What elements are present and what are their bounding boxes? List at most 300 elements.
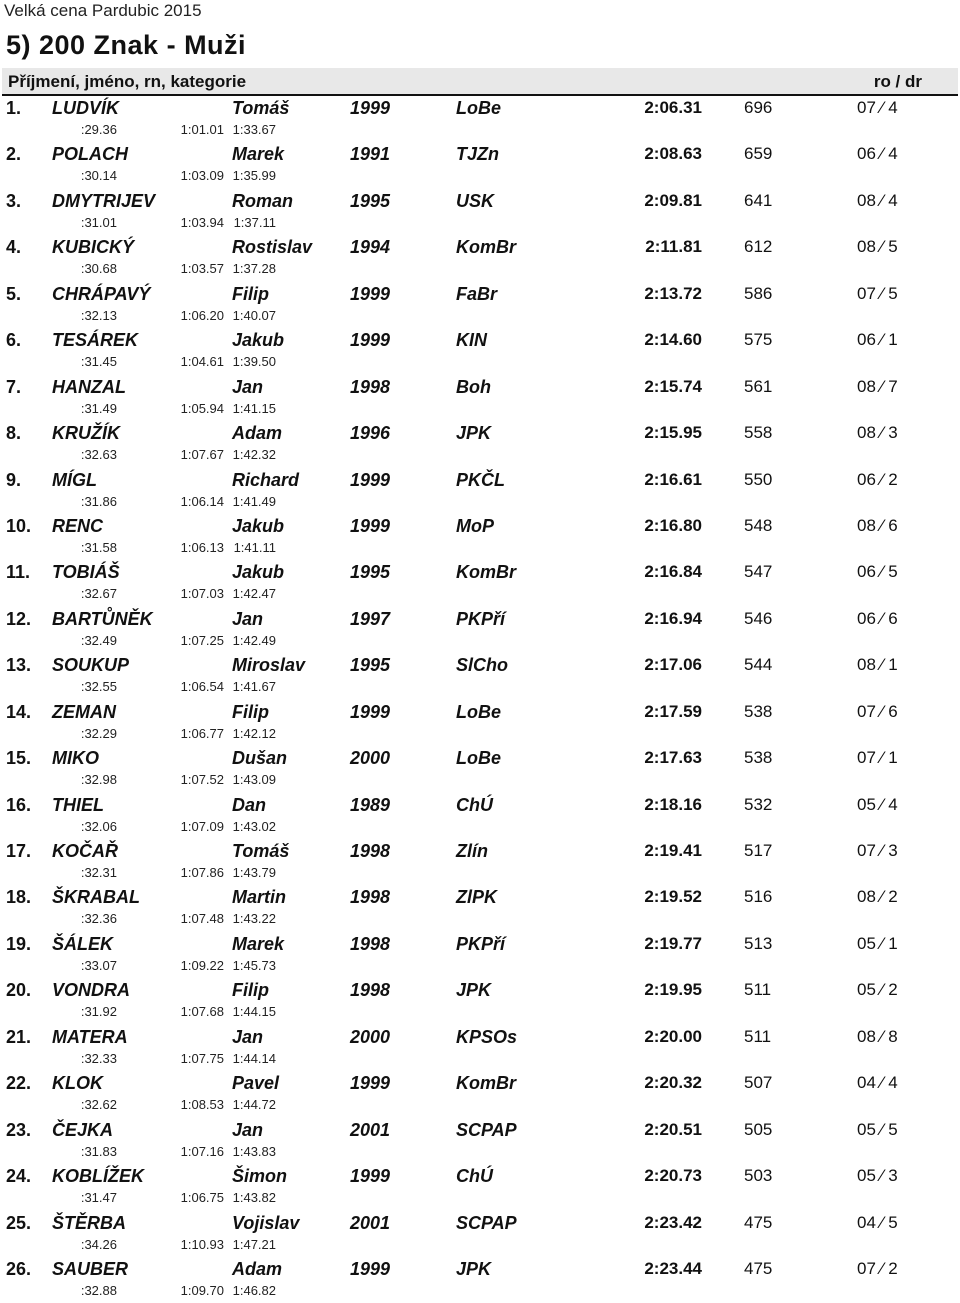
- result-time: 2:14.60: [644, 330, 702, 350]
- result-rodr: 05 ⁄ 2: [857, 980, 898, 1000]
- result-row: [0, 560, 960, 606]
- split-time: 1:41.67: [232, 679, 276, 695]
- split-time: :31.01: [80, 214, 117, 230]
- split-time: 1:07.09: [180, 818, 224, 834]
- result-time: 2:15.95: [644, 423, 702, 443]
- result-time: 2:17.63: [644, 748, 702, 768]
- result-rodr: 06 ⁄ 2: [857, 469, 898, 489]
- split-time: :32.88: [80, 1282, 117, 1298]
- result-rank: 23.: [6, 1119, 32, 1140]
- result-time: 2:16.84: [644, 562, 702, 582]
- result-points: 538: [744, 701, 773, 721]
- result-row: [0, 235, 960, 281]
- result-surname: DMYTRIJEV: [52, 190, 156, 211]
- result-club: KomBr: [456, 1073, 517, 1094]
- result-firstname: Tomáš: [232, 841, 290, 861]
- page-title: 5) 200 Znak - Muži: [6, 30, 247, 60]
- result-club: PKČL: [456, 469, 505, 490]
- result-row: [0, 700, 960, 746]
- result-club: ChÚ: [456, 1166, 493, 1187]
- result-time: 2:08.63: [644, 144, 702, 164]
- result-club: SCPAP: [456, 1212, 517, 1233]
- result-rodr: 06 ⁄ 6: [857, 608, 898, 628]
- result-club: PKPří: [456, 608, 506, 629]
- result-row: [0, 96, 960, 142]
- result-row: [0, 607, 960, 653]
- result-points: 659: [744, 144, 773, 164]
- split-time: 1:44.14: [232, 1050, 276, 1066]
- result-surname: CHRÁPAVÝ: [52, 283, 151, 304]
- result-club: ChÚ: [456, 794, 493, 815]
- split-time: 1:03.09: [180, 168, 224, 184]
- result-club: KomBr: [456, 562, 517, 583]
- result-time: 2:17.59: [644, 701, 702, 721]
- result-firstname: Jan: [232, 1119, 264, 1140]
- result-firstname: Adam: [232, 1258, 283, 1279]
- result-points: 532: [744, 794, 773, 814]
- result-surname: ČEJKA: [52, 1119, 114, 1140]
- split-time: 1:42.47: [232, 586, 276, 602]
- split-time: 1:07.68: [180, 1004, 224, 1020]
- result-rodr: 08 ⁄ 5: [857, 237, 898, 257]
- result-time: 2:23.44: [644, 1258, 702, 1278]
- split-time: :32.62: [80, 1097, 117, 1113]
- split-time: 1:35.99: [232, 168, 276, 184]
- result-firstname: Filip: [232, 283, 269, 304]
- result-year: 1998: [350, 980, 391, 1001]
- split-time: 1:07.25: [180, 632, 224, 648]
- result-rank: 18.: [6, 887, 32, 908]
- result-points: 558: [744, 423, 773, 443]
- result-time: 2:20.32: [644, 1073, 702, 1093]
- split-time: :31.58: [80, 539, 117, 555]
- split-time: :31.92: [80, 1004, 117, 1020]
- result-points: 538: [744, 748, 773, 768]
- result-surname: ŠTĚRBA: [52, 1212, 127, 1233]
- result-club: JPK: [456, 980, 492, 1001]
- result-firstname: Jan: [232, 608, 264, 629]
- result-club: USK: [456, 190, 495, 211]
- result-points: 548: [744, 515, 773, 535]
- result-surname: KOČAŘ: [52, 841, 118, 861]
- split-time: 1:06.20: [180, 307, 224, 323]
- split-time: 1:01.01: [180, 122, 224, 137]
- result-rodr: 04 ⁄ 5: [857, 1212, 898, 1232]
- result-firstname: Roman: [232, 190, 294, 211]
- result-rank: 10.: [6, 515, 32, 536]
- result-row: [0, 932, 960, 978]
- split-time: 1:03.57: [180, 261, 224, 277]
- result-row: [0, 1257, 960, 1303]
- result-rodr: 06 ⁄ 1: [857, 330, 898, 350]
- result-row: [0, 839, 960, 885]
- result-surname: MIKO: [52, 748, 99, 769]
- split-time: 1:33.67: [232, 122, 276, 137]
- result-firstname: Dušan: [232, 748, 288, 769]
- result-points: 503: [744, 1166, 773, 1186]
- result-year: 1999: [350, 330, 391, 351]
- split-time: :30.14: [80, 168, 117, 184]
- result-rodr: 05 ⁄ 3: [857, 1166, 898, 1186]
- result-rank: 6.: [6, 330, 22, 351]
- split-time: 1:06.14: [180, 493, 224, 509]
- result-time: 2:20.51: [644, 1119, 702, 1139]
- result-row: [0, 653, 960, 699]
- split-time: 1:07.86: [180, 865, 224, 880]
- result-year: 2000: [350, 748, 391, 769]
- result-rank: 2.: [6, 144, 22, 165]
- split-time: 1:43.83: [232, 1143, 276, 1159]
- split-time: 1:43.22: [232, 911, 276, 927]
- result-rodr: 05 ⁄ 4: [857, 794, 898, 814]
- split-time: 1:07.52: [180, 772, 224, 788]
- result-time: 2:18.16: [644, 794, 702, 814]
- split-time: 1:41.11: [233, 539, 276, 555]
- result-surname: TOBIÁŠ: [52, 562, 120, 583]
- result-surname: VONDRA: [52, 980, 131, 1001]
- result-year: 1999: [350, 98, 391, 118]
- result-firstname: Tomáš: [232, 98, 290, 118]
- result-club: LoBe: [456, 98, 501, 118]
- result-row: [0, 514, 960, 560]
- split-time: 1:09.70: [180, 1282, 224, 1298]
- result-year: 1994: [350, 237, 391, 258]
- result-firstname: Filip: [232, 701, 269, 722]
- result-points: 544: [744, 655, 773, 675]
- split-time: :34.26: [80, 1236, 117, 1252]
- result-points: 475: [744, 1258, 773, 1278]
- result-year: 1995: [350, 190, 391, 211]
- result-year: 1999: [350, 1166, 391, 1187]
- result-time: 2:13.72: [644, 283, 702, 303]
- split-time: 1:04.61: [180, 354, 224, 370]
- result-firstname: Richard: [232, 469, 300, 490]
- result-time: 2:19.52: [644, 887, 702, 907]
- split-time: :32.67: [80, 586, 117, 602]
- result-rodr: 07 ⁄ 5: [857, 283, 898, 303]
- split-time: :31.47: [80, 1190, 117, 1206]
- result-points: 547: [744, 562, 773, 582]
- result-surname: SOUKUP: [52, 655, 130, 676]
- result-rodr: 08 ⁄ 8: [857, 1026, 898, 1046]
- split-time: 1:43.79: [232, 865, 276, 880]
- result-surname: ŠÁLEK: [52, 933, 114, 954]
- split-time: 1:42.49: [232, 632, 276, 648]
- results-list: [0, 96, 960, 1303]
- result-firstname: Jan: [232, 376, 264, 397]
- result-year: 1991: [350, 144, 391, 165]
- result-club: LoBe: [456, 701, 501, 722]
- result-time: 2:16.61: [644, 469, 702, 489]
- result-firstname: Martin: [232, 887, 286, 908]
- split-time: :30.68: [80, 261, 117, 277]
- result-row: [0, 885, 960, 931]
- result-rodr: 07 ⁄ 6: [857, 701, 898, 721]
- result-year: 1999: [350, 515, 391, 536]
- result-row: [0, 1025, 960, 1071]
- result-club: Zlín: [456, 841, 488, 861]
- split-time: :31.49: [80, 400, 117, 416]
- result-club: KomBr: [456, 237, 517, 258]
- result-rank: 26.: [6, 1258, 32, 1279]
- result-row: [0, 978, 960, 1024]
- result-surname: TESÁREK: [52, 330, 139, 351]
- result-firstname: Šimon: [232, 1166, 288, 1187]
- result-time: 2:16.80: [644, 515, 702, 535]
- split-time: 1:05.94: [180, 400, 224, 416]
- result-club: KIN: [456, 330, 487, 351]
- result-surname: LUDVÍK: [52, 98, 119, 118]
- split-time: :29.36: [80, 122, 117, 137]
- result-club: FaBr: [456, 283, 498, 304]
- split-time: 1:37.28: [232, 261, 276, 277]
- split-time: :31.86: [80, 493, 117, 509]
- result-row: [0, 1071, 960, 1117]
- split-time: 1:47.21: [232, 1236, 276, 1252]
- result-surname: THIEL: [52, 794, 104, 815]
- result-points: 507: [744, 1073, 773, 1093]
- result-points: 586: [744, 283, 773, 303]
- result-year: 1999: [350, 283, 391, 304]
- split-time: :32.29: [80, 725, 117, 741]
- result-row: [0, 1211, 960, 1257]
- result-firstname: Rostislav: [232, 237, 313, 258]
- result-points: 511: [744, 980, 772, 1000]
- split-time: 1:41.15: [232, 400, 276, 416]
- split-time: :32.06: [80, 818, 117, 834]
- result-surname: MATERA: [52, 1026, 128, 1047]
- result-rank: 8.: [6, 423, 22, 444]
- result-club: PKPří: [456, 933, 506, 954]
- result-rank: 1.: [6, 98, 22, 118]
- result-club: SlCho: [456, 655, 508, 676]
- result-time: 2:20.00: [644, 1026, 702, 1046]
- split-time: 1:10.93: [180, 1236, 224, 1252]
- result-rodr: 06 ⁄ 5: [857, 562, 898, 582]
- split-time: :31.83: [80, 1143, 117, 1159]
- split-time: 1:06.77: [180, 725, 224, 741]
- result-row: [0, 1118, 960, 1164]
- result-rank: 11.: [6, 562, 31, 583]
- result-row: [0, 328, 960, 374]
- result-row: [0, 189, 960, 235]
- result-year: 1998: [350, 887, 391, 908]
- split-time: 1:06.75: [180, 1190, 224, 1206]
- result-surname: BARTŮNĚK: [52, 608, 153, 629]
- result-year: 2000: [350, 1026, 391, 1047]
- result-row: [0, 468, 960, 514]
- result-time: 2:17.06: [644, 655, 702, 675]
- result-surname: KRUŽÍK: [52, 423, 120, 444]
- result-points: 641: [744, 190, 773, 210]
- result-rank: 12.: [6, 608, 32, 629]
- result-year: 1998: [350, 933, 391, 954]
- result-year: 1999: [350, 1258, 391, 1279]
- split-time: 1:40.07: [232, 307, 276, 323]
- result-year: 1998: [350, 841, 391, 861]
- result-surname: MÍGL: [52, 469, 97, 490]
- split-time: :32.63: [80, 447, 117, 463]
- result-rank: 9.: [6, 469, 22, 490]
- result-firstname: Marek: [232, 144, 285, 165]
- result-club: ZlPK: [456, 887, 498, 908]
- split-time: 1:42.32: [232, 447, 276, 463]
- split-time: :32.31: [80, 865, 117, 880]
- result-club: SCPAP: [456, 1119, 517, 1140]
- result-year: 1989: [350, 794, 391, 815]
- result-firstname: Jakub: [232, 515, 285, 536]
- result-rank: 20.: [6, 980, 32, 1001]
- result-firstname: Filip: [232, 980, 269, 1001]
- result-rodr: 08 ⁄ 7: [857, 376, 898, 396]
- result-firstname: Dan: [232, 794, 267, 815]
- result-rank: 3.: [6, 190, 22, 211]
- split-time: :32.13: [80, 307, 117, 323]
- result-rodr: 08 ⁄ 2: [857, 887, 898, 907]
- split-time: 1:09.22: [180, 957, 224, 973]
- result-surname: HANZAL: [52, 376, 126, 397]
- result-firstname: Jakub: [232, 330, 285, 351]
- result-points: 517: [744, 841, 773, 860]
- split-time: 1:37.11: [233, 214, 276, 230]
- split-time: 1:43.02: [232, 818, 276, 834]
- result-rank: 7.: [6, 376, 22, 397]
- result-rodr: 05 ⁄ 1: [857, 933, 898, 953]
- result-club: MoP: [456, 515, 494, 536]
- result-points: 511: [744, 1026, 772, 1046]
- result-points: 505: [744, 1119, 773, 1139]
- result-rodr: 07 ⁄ 4: [857, 98, 898, 117]
- split-time: 1:03.94: [180, 214, 224, 230]
- column-header-name: Příjmení, jméno, rn, kategorie: [8, 72, 247, 91]
- result-time: 2:19.77: [644, 933, 702, 953]
- result-surname: ZEMAN: [52, 701, 116, 722]
- split-time: 1:44.15: [232, 1004, 276, 1020]
- result-points: 513: [744, 933, 773, 953]
- split-time: 1:06.54: [180, 679, 224, 695]
- result-points: 516: [744, 887, 773, 907]
- result-row: [0, 142, 960, 188]
- result-time: 2:16.94: [644, 608, 702, 628]
- result-rodr: 08 ⁄ 6: [857, 515, 898, 535]
- result-club: TJZn: [456, 144, 499, 165]
- result-year: 1995: [350, 562, 391, 583]
- split-time: 1:42.12: [232, 725, 276, 741]
- result-year: 2001: [350, 1212, 391, 1233]
- result-time: 2:09.81: [644, 190, 702, 210]
- split-time: 1:43.82: [232, 1190, 276, 1206]
- split-time: 1:45.73: [232, 957, 276, 973]
- result-rank: 4.: [6, 237, 22, 258]
- result-surname: KLOK: [52, 1073, 103, 1094]
- result-rank: 13.: [6, 655, 32, 676]
- result-rodr: 06 ⁄ 4: [857, 144, 898, 164]
- result-rodr: 07 ⁄ 3: [857, 841, 898, 860]
- result-points: 550: [744, 469, 773, 489]
- result-year: 1999: [350, 1073, 391, 1094]
- split-time: :32.98: [80, 772, 117, 788]
- result-surname: RENC: [52, 515, 104, 536]
- result-rank: 19.: [6, 933, 32, 954]
- result-surname: KUBICKÝ: [52, 237, 135, 258]
- result-row: [0, 282, 960, 328]
- result-row: [0, 1164, 960, 1210]
- result-row: [0, 746, 960, 792]
- result-rank: 15.: [6, 748, 32, 769]
- split-time: :32.49: [80, 632, 117, 648]
- split-time: 1:07.48: [180, 911, 224, 927]
- split-time: 1:06.13: [180, 539, 224, 555]
- result-rank: 5.: [6, 283, 22, 304]
- result-time: 2:20.73: [644, 1166, 702, 1186]
- split-time: :31.45: [80, 354, 117, 370]
- column-header-rodr: ro / dr: [873, 72, 922, 91]
- result-rank: 25.: [6, 1212, 32, 1233]
- split-time: 1:43.09: [232, 772, 276, 788]
- result-club: LoBe: [456, 748, 501, 769]
- result-club: JPK: [456, 1258, 492, 1279]
- split-time: :32.33: [80, 1050, 117, 1066]
- result-time: 2:23.42: [644, 1212, 702, 1232]
- result-surname: POLACH: [52, 144, 128, 165]
- result-points: 575: [744, 330, 773, 350]
- result-rodr: 07 ⁄ 2: [857, 1258, 898, 1278]
- result-firstname: Marek: [232, 933, 285, 954]
- result-rank: 21.: [6, 1026, 32, 1047]
- result-row: [0, 375, 960, 421]
- result-surname: SAUBER: [52, 1258, 129, 1279]
- result-rodr: 05 ⁄ 5: [857, 1119, 898, 1139]
- event-title: Velká cena Pardubic 2015: [4, 1, 202, 20]
- result-rodr: 08 ⁄ 3: [857, 423, 898, 443]
- result-row: [0, 793, 960, 839]
- result-year: 1999: [350, 469, 391, 490]
- result-row: [0, 421, 960, 467]
- result-time: 2:06.31: [644, 98, 702, 117]
- column-header: [2, 68, 958, 96]
- split-time: 1:07.03: [180, 586, 224, 602]
- result-rodr: 07 ⁄ 1: [857, 748, 898, 768]
- split-time: 1:07.67: [180, 447, 224, 463]
- result-firstname: Jan: [232, 1026, 264, 1047]
- split-time: 1:08.53: [180, 1097, 224, 1113]
- split-time: 1:46.82: [232, 1282, 276, 1298]
- split-time: :33.07: [80, 957, 117, 973]
- split-time: :32.36: [80, 911, 117, 927]
- result-time: 2:19.41: [644, 841, 702, 860]
- result-firstname: Adam: [232, 423, 283, 444]
- split-time: 1:44.72: [232, 1097, 276, 1113]
- result-rank: 17.: [6, 841, 32, 861]
- result-surname: KOBLÍŽEK: [52, 1166, 144, 1187]
- result-surname: ŠKRABAL: [52, 887, 140, 908]
- result-club: KPSOs: [456, 1026, 518, 1047]
- result-points: 475: [744, 1212, 773, 1232]
- result-year: 1995: [350, 655, 391, 676]
- result-year: 1996: [350, 423, 391, 444]
- split-time: 1:41.49: [232, 493, 276, 509]
- result-year: 1997: [350, 608, 391, 629]
- split-time: 1:07.75: [180, 1050, 224, 1066]
- result-rodr: 08 ⁄ 4: [857, 190, 898, 210]
- result-rank: 22.: [6, 1073, 32, 1094]
- result-points: 696: [744, 98, 773, 117]
- result-time: 2:15.74: [644, 376, 702, 396]
- result-time: 2:11.81: [645, 237, 702, 257]
- result-points: 612: [744, 237, 773, 257]
- result-year: 1999: [350, 701, 391, 722]
- result-rank: 14.: [6, 701, 32, 722]
